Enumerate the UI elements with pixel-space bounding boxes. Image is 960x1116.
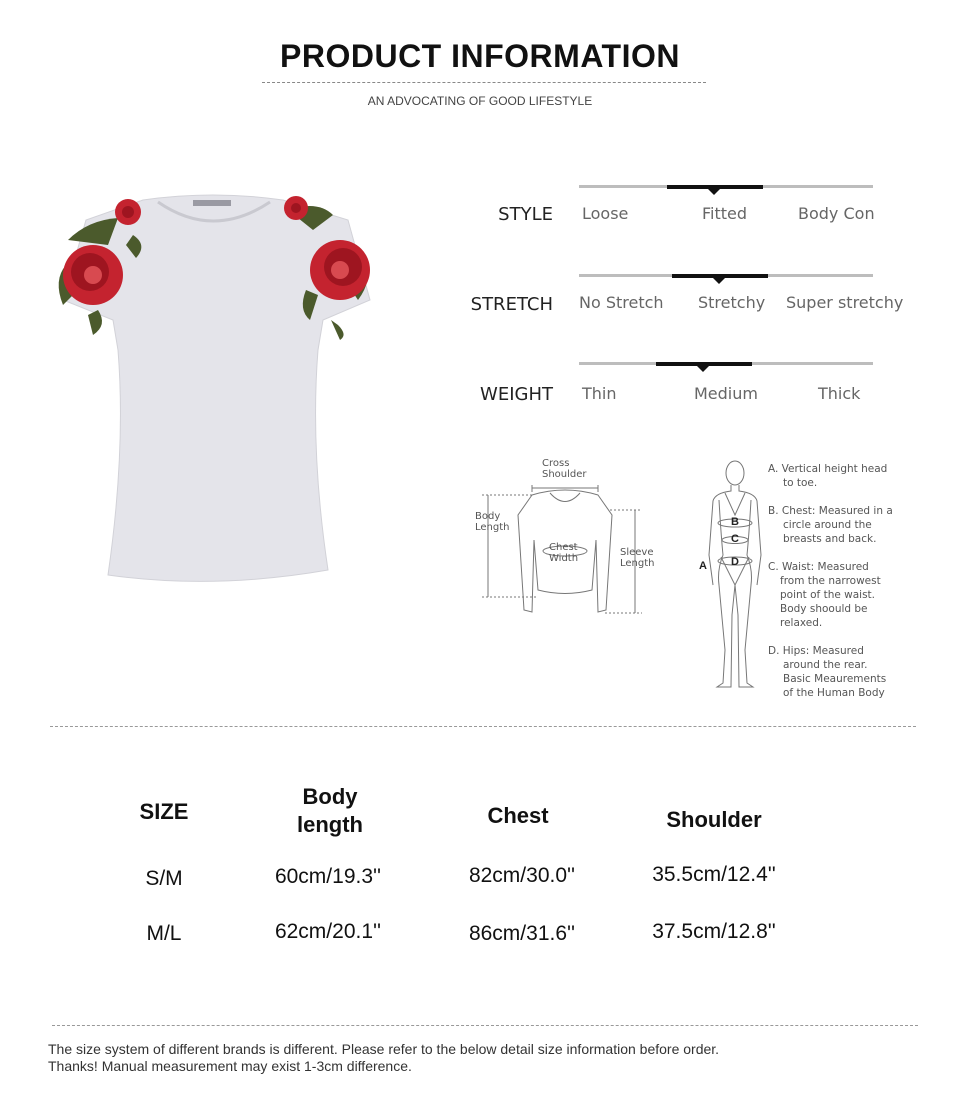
row-sm-shoulder: 35.5cm/12.4'' (652, 863, 776, 886)
row-sm-chest: 82cm/30.0'' (468, 864, 576, 887)
page-title: PRODUCT INFORMATION (280, 38, 680, 74)
row-sm-size: S/M (145, 867, 183, 890)
stretch-label: STRETCH (470, 294, 553, 315)
weight-option-thick: Thick (818, 384, 861, 403)
note-c-line4: Body shoould be (780, 603, 868, 615)
weight-pointer-icon (697, 366, 709, 372)
marker-c: C (731, 533, 739, 545)
stretch-option-no-stretch: No Stretch (579, 293, 664, 312)
body-measure-diagram (695, 455, 765, 695)
row-ml-size: M/L (146, 922, 182, 945)
note-d-line3: Basic Meaurements (783, 673, 887, 685)
footer-note-1: The size system of different brands is different. Please refer to the below detail size information before order. (48, 1041, 720, 1057)
note-c-line5: relaxed. (780, 617, 823, 629)
row-ml-shoulder: 37.5cm/12.8'' (652, 920, 776, 943)
chest-width-label-1: Chest (549, 542, 578, 553)
sleeve-length-label-1: Sleeve (620, 547, 654, 558)
note-d-line4: of the Human Body (783, 687, 885, 699)
cross-shoulder-label-2: Shoulder (542, 469, 587, 480)
style-option-fitted: Fitted (702, 204, 748, 223)
note-b (768, 504, 938, 546)
stretch-pointer-icon (713, 278, 725, 284)
style-label: STYLE (498, 204, 553, 225)
weight-label: WEIGHT (480, 384, 553, 405)
marker-d: D (731, 556, 739, 568)
marker-b: B (731, 516, 739, 528)
note-a-line2: to toe. (783, 477, 818, 489)
sleeve-length-label-2: Length (620, 558, 655, 569)
header-chest: Chest (487, 803, 549, 828)
product-image (48, 190, 378, 600)
stretch-option-super-stretchy: Super stretchy (786, 293, 904, 312)
style-option-body-con: Body Con (798, 204, 875, 223)
note-b-line1: B. Chest: Measured in a (768, 505, 893, 517)
note-a-line1: A. Vertical height head (768, 463, 888, 475)
measurement-notes (768, 462, 938, 700)
section-divider (50, 726, 916, 727)
style-option-loose: Loose (582, 204, 629, 223)
note-a (768, 462, 938, 490)
header-body-length-2: length (297, 812, 363, 837)
note-c-line3: point of the waist. (780, 589, 876, 601)
note-b-line3: breasts and back. (783, 533, 877, 545)
cross-shoulder-label-1: Cross (542, 458, 570, 469)
note-d (768, 644, 938, 700)
weight-option-medium: Medium (694, 384, 758, 403)
stretch-option-stretchy: Stretchy (698, 293, 766, 312)
header-size: SIZE (139, 799, 189, 824)
header-shoulder: Shoulder (666, 807, 762, 832)
body-length-label-2: Length (475, 522, 510, 533)
note-d-line2: around the rear. (783, 659, 868, 671)
footer-divider (52, 1025, 918, 1026)
row-ml-body-length: 62cm/20.1'' (274, 920, 382, 943)
note-c-line1: C. Waist: Measured (768, 561, 869, 573)
page-subtitle: AN ADVOCATING OF GOOD LIFESTYLE (367, 94, 593, 108)
title-divider (262, 82, 706, 83)
chest-width-label-2: Width (549, 553, 579, 564)
weight-option-thin: Thin (582, 384, 617, 403)
row-sm-body-length: 60cm/19.3'' (274, 865, 382, 888)
note-b-line2: circle around the (783, 519, 872, 531)
garment-measure-diagram (470, 455, 670, 620)
note-c (768, 560, 938, 630)
note-c-line2: from the narrowest (780, 575, 881, 587)
row-ml-chest: 86cm/31.6'' (468, 922, 576, 945)
body-length-label-1: Body (475, 511, 501, 522)
note-d-line1: D. Hips: Measured (768, 645, 864, 657)
footer-note-2: Thanks! Manual measurement may exist 1-3cm difference. (48, 1058, 412, 1074)
marker-a: A (699, 560, 707, 572)
header-body-length-1: Body (302, 784, 358, 809)
style-pointer-icon (708, 189, 720, 195)
